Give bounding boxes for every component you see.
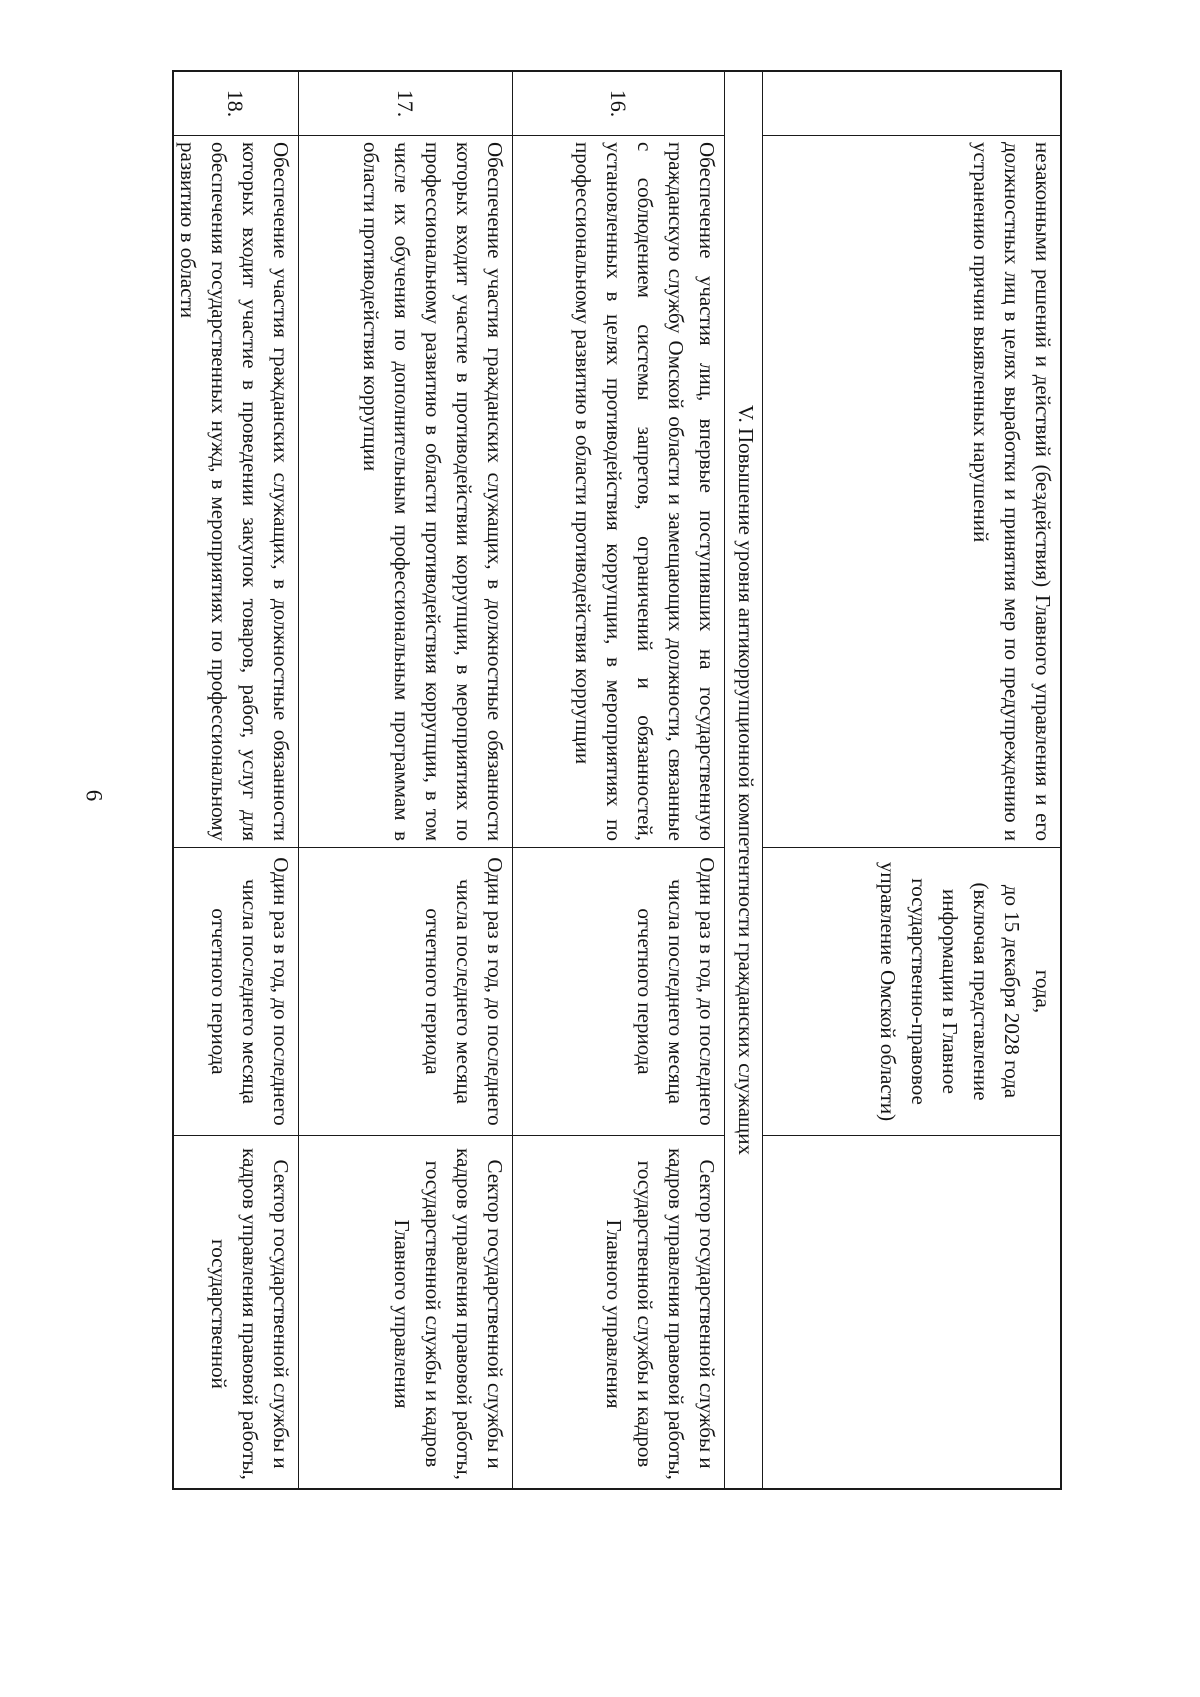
section-title: V. Повышение уровня антикоррупционной компетентности гражданских служащих xyxy=(734,405,758,1155)
table-row-continuation xyxy=(762,72,1060,1488)
term-cell: Один раз в год, до последнего числа последнего месяца отчетного периода xyxy=(299,848,512,1136)
table-row xyxy=(172,72,298,1488)
term-cell: года, до 15 декабря 2028 года (включая представление информации в Главное государственно-правовое управление Омской области) xyxy=(763,848,1060,1136)
table-section-heading xyxy=(724,72,762,1488)
measure-cell: Обеспечение участия гражданских служащих, в должностные обязанности которых входит участие в противодействии коррупции, в мероприятиях по профессиональному развитию в области противодействия коррупции, в том числе их обучения по дополнительным профессиональным программам в области противодействия коррупции xyxy=(299,136,512,848)
term-cell: Один раз в год, до последнего числа последнего месяца отчетного периода xyxy=(513,848,724,1136)
page-number: 6 xyxy=(81,789,107,802)
row-number: 16. xyxy=(606,89,632,118)
measure-cell: Обеспечение участия лиц, впервые поступивших на государственную гражданскую службу Омской области и замещающих должности, связанные с соблюдением системы запретов, ограничений и обязанностей, установленных в целях противодействия коррупции, в мероприятиях по профессиональному развитию в области противодействия коррупции xyxy=(513,136,724,848)
measure-cell: незаконными решений и действий (бездействия) Главного управления и его должностных лиц в целях выработки и принятия мер по предупреждению и устранению причин выявленных нарушений xyxy=(763,136,1060,848)
responsible-cell: Сектор государственной службы и кадров управления правовой работы, государственной xyxy=(207,1148,293,1480)
table-row xyxy=(298,72,512,1488)
row-number: 18. xyxy=(223,89,248,118)
responsible-cell: Сектор государственной службы и кадров управления правовой работы, государственной службы и кадров Главного управления xyxy=(390,1148,507,1480)
table-row xyxy=(512,72,724,1488)
term-cell: Один раз в год, до последнего числа последнего месяца отчетного периода xyxy=(172,848,298,1136)
row-number-cell xyxy=(299,72,512,136)
plan-table xyxy=(172,70,1062,1490)
row-number-cell xyxy=(763,72,1060,136)
measure-cell: Обеспечение участия гражданских служащих, в должностные обязанности которых входит участие в проведении закупок товаров, работ, услуг для обеспечения государственных нужд, в мероприятиях по профессиональному развитию в области xyxy=(172,136,298,848)
row-number-cell xyxy=(172,72,298,136)
responsible-cell: Сектор государственной службы и кадров управления правовой работы, государственной службы и кадров Главного управления xyxy=(602,1148,719,1480)
responsible-cell xyxy=(763,1136,1060,1492)
row-number-cell xyxy=(513,72,724,136)
row-number: 17. xyxy=(393,89,419,118)
